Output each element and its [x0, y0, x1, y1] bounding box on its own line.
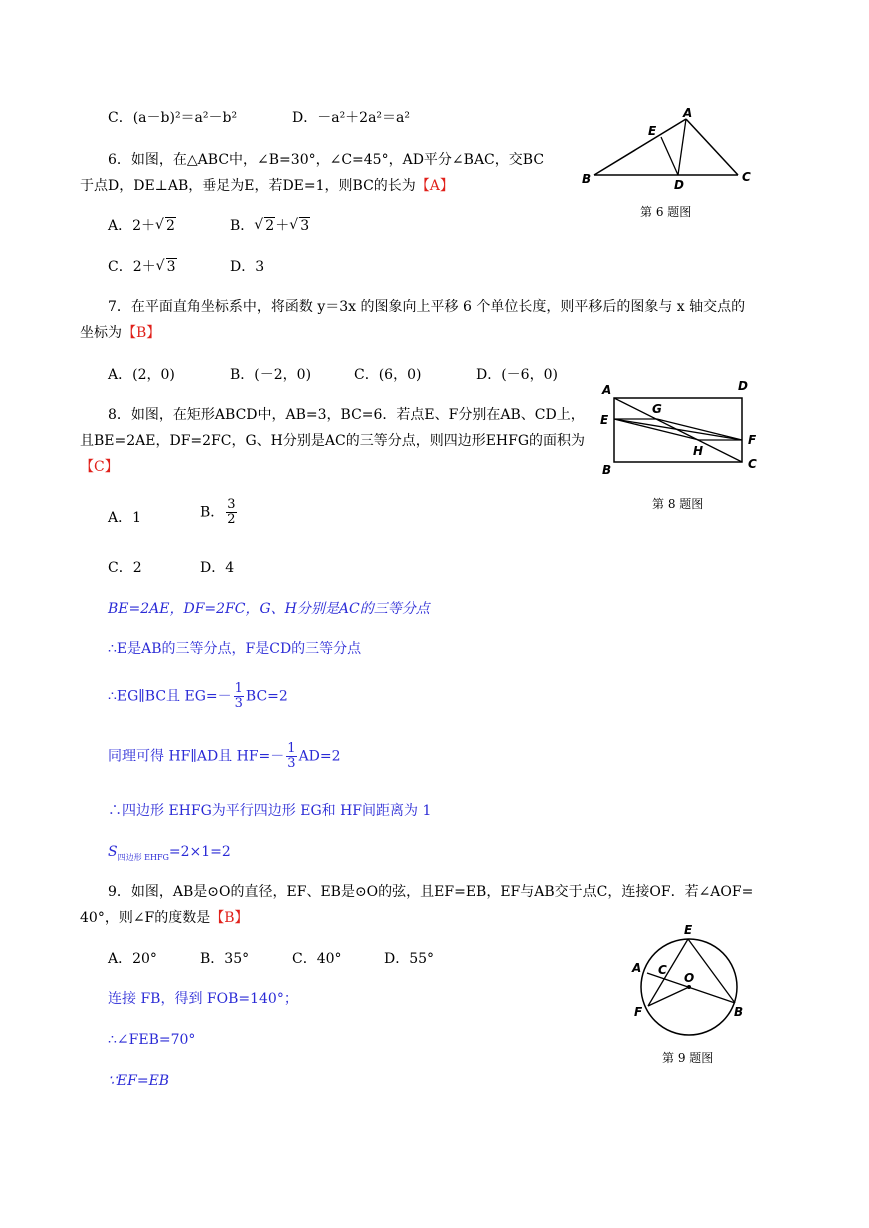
q8-label-h: H [693, 444, 704, 458]
q9-figure [628, 920, 768, 1050]
sol8-line6: $S_{四边形 EHFG}=2\times 1=2$ [108, 844, 231, 862]
sol8-line4: 同理可得 HF∥AD且 HF=－ $\frac{1}{3}$ AD=2 [108, 741, 341, 771]
q8-stem-line2: 且BE=2AE，DF=2FC，G、H分别是AC的三等分点，则四边形EHFG的面积为 [80, 433, 586, 449]
q9-caption: 第 9 题图 [662, 1051, 714, 1065]
q9-label-e: E [684, 923, 693, 937]
q8-label-b: B [602, 463, 612, 477]
q8-option-b: B． $\frac{3}{2}$ [200, 497, 236, 527]
q8-answer: 【C】 [80, 459, 119, 475]
q7-answer: 【B】 [122, 325, 161, 341]
sol9-line1: 连接 FB，得到 FOB=140°； [108, 991, 298, 1007]
sol8-line2: ∴E是AB的三等分点，F是CD的三等分点 [108, 641, 362, 657]
q8-option-d: D．4 [200, 560, 235, 576]
q6-side-ba [594, 119, 686, 175]
sol9-line3: ∵EF=EB [108, 1073, 170, 1089]
q6-option-b: B．√ 2＋√ 3 [230, 216, 310, 236]
q6-label-e: E [648, 124, 657, 138]
q6-segment-de [661, 137, 678, 175]
sol8-line5: ∴四边形 EHFG为平行四边形 EG和 HF间距离为 1 [108, 803, 432, 819]
q5-option-c: C．(a－b)²＝a²－b² [108, 110, 238, 126]
sol8-line1: BE=2AE，DF=2FC，G、H分别是AC的三等分点 [108, 601, 430, 617]
q8-option-a: A．1 [108, 510, 142, 526]
q6-label-a: A [683, 106, 693, 120]
q8-stem-line1: 8．如图，在矩形ABCD中，AB=3，BC=6．若点E、F分别在AB、CD上， [108, 407, 585, 423]
q8-segment-eh [614, 419, 699, 440]
q6-stem-line2: 于点D，DE⊥AB，垂足为E，若DE=1，则BC的长为【A】 [80, 178, 454, 194]
q9-stem-line1: 9．如图，AB是⊙O的直径，EF、EB是⊙O的弦，且EF=EB，EF与AB交于点C，连接OF．若∠AOF= [108, 884, 754, 900]
q9-option-c: C．40° [292, 951, 342, 967]
q7-option-d: D．(－6，0) [476, 367, 558, 383]
q9-label-b: B [734, 1005, 744, 1019]
q6-option-a: A．2＋√ 2 [108, 216, 176, 236]
q9-chord-eb [688, 939, 735, 1003]
q9-label-a: A [632, 961, 642, 975]
q7-option-a: A．(2，0) [108, 367, 175, 383]
q6-label-c: C [742, 170, 751, 184]
q6-answer: 【A】 [415, 178, 454, 194]
q8-segment-gf [657, 419, 742, 440]
q7-stem-line1: 7．在平面直角坐标系中，将函数 y＝3x 的图象向上平移 6 个单位长度，则平移后的图象与 x 轴交点的 [108, 299, 746, 315]
q9-option-d: D．55° [384, 951, 435, 967]
q6-option-d: D．3 [230, 259, 265, 275]
q9-label-f: F [634, 1005, 643, 1019]
q7-stem-line2: 坐标为【B】 [80, 325, 161, 341]
q9-stem-line2: 40°，则∠F的度数是【B】 [80, 910, 249, 926]
q6-figure [578, 105, 778, 195]
q6-caption: 第 6 题图 [640, 205, 692, 219]
q8-label-d: D [738, 379, 748, 393]
q8-figure [598, 378, 768, 478]
q6-label-d: D [674, 178, 684, 192]
q7-option-c: C．(6，0) [354, 367, 422, 383]
q5-option-d: D．－a²＋2a²＝a² [292, 110, 411, 126]
q9-label-c: C [658, 963, 667, 977]
q6-segment-ad [678, 119, 686, 175]
q7-option-b: B．(－2，0) [230, 367, 312, 383]
q6-label-b: B [582, 172, 592, 186]
q6-side-ac [686, 119, 738, 175]
q9-answer: 【B】 [210, 910, 249, 926]
q8-label-c: C [748, 457, 757, 471]
q8-label-f: F [748, 433, 757, 447]
sol8-line3: ∴EG∥BC且 EG=－ $\frac{1}{3}$ BC=2 [108, 681, 288, 711]
q9-option-a: A．20° [108, 951, 157, 967]
q8-label-e: E [600, 413, 609, 427]
q9-chord-ef [648, 939, 688, 1006]
sol9-line2: ∴∠FEB=70° [108, 1032, 196, 1048]
q8-label-a: A [602, 383, 612, 397]
q9-center-dot [687, 985, 691, 989]
q9-option-b: B．35° [200, 951, 250, 967]
q9-label-o: O [684, 971, 695, 985]
q8-label-g: G [652, 402, 662, 416]
q8-segment-ef [614, 419, 742, 440]
q8-caption: 第 8 题图 [652, 497, 704, 511]
q8-option-c: C．2 [108, 560, 142, 576]
q6-option-c: C．2＋√ 3 [108, 257, 177, 277]
q6-stem-line1: 6．如图，在△ABC中，∠B=30°，∠C=45°，AD平分∠BAC，交BC [108, 152, 545, 168]
